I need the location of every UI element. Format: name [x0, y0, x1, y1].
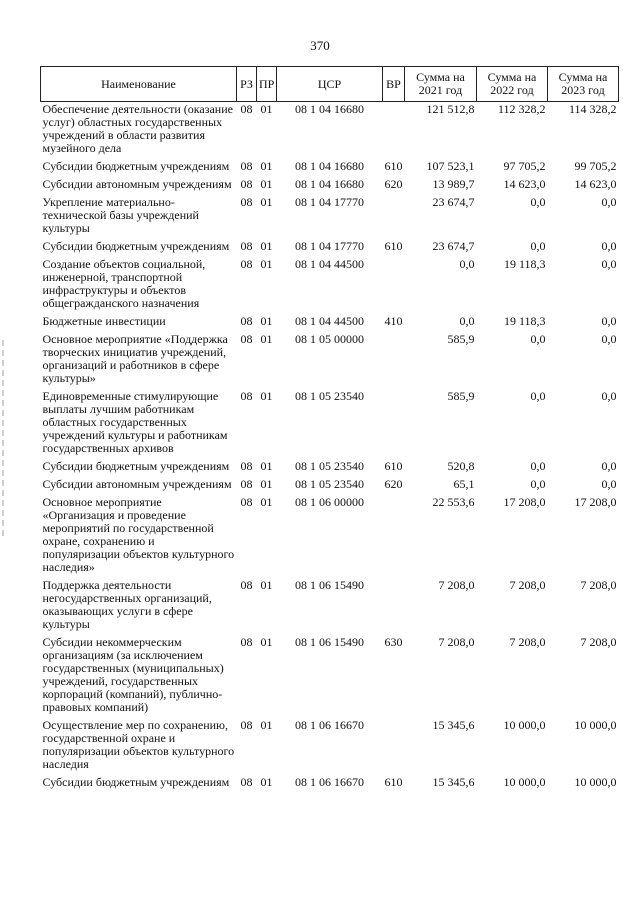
- cell-rz: 08: [240, 257, 253, 271]
- table-row: [41, 495, 619, 578]
- cell-vr: [383, 718, 405, 775]
- table-row: [41, 159, 619, 177]
- table-row: [41, 635, 619, 718]
- cell-csr: 08 1 06 00000: [295, 495, 364, 509]
- cell-sum-2021: 23 674,7: [432, 195, 475, 209]
- cell-pr: 01: [260, 314, 273, 328]
- cell-pr: 01: [260, 195, 273, 209]
- cell-pr: 01: [260, 495, 273, 509]
- cell-rz: 08: [240, 578, 253, 592]
- cell-name: Субсидии автономным учреждениям: [42, 477, 232, 491]
- header-rz: РЗ: [237, 67, 257, 102]
- cell-sum-2022: 17 208,0: [503, 495, 546, 509]
- cell-rz: 08: [240, 775, 253, 789]
- cell-sum-2023: 0,0: [601, 314, 617, 328]
- cell-vr: [383, 495, 405, 578]
- cell-csr: 08 1 06 16670: [295, 718, 364, 732]
- cell-pr: 01: [260, 257, 273, 271]
- cell-sum-2023: 10 000,0: [574, 718, 617, 732]
- cell-pr: 01: [260, 239, 273, 253]
- header-csr: ЦСР: [277, 67, 383, 102]
- cell-sum-2021: 585,9: [447, 389, 475, 403]
- cell-csr: 08 1 04 16680: [295, 102, 364, 116]
- cell-pr: 01: [260, 389, 273, 403]
- cell-vr: [383, 102, 405, 160]
- cell-pr: 01: [260, 477, 273, 491]
- cell-sum-2021: 520,8: [447, 459, 475, 473]
- cell-vr: 610: [384, 459, 403, 473]
- cell-sum-2022: 112 328,2: [497, 102, 546, 116]
- cell-sum-2021: 7 208,0: [438, 578, 475, 592]
- header-name: Наименование: [41, 67, 237, 102]
- table-header-row: [41, 67, 619, 102]
- cell-sum-2023: 14 623,0: [574, 177, 617, 191]
- cell-name: Основное мероприятие «Поддержка творческих инициатив учреждений, организаций и работников в сфере культуры»: [42, 332, 228, 385]
- cell-name: Обеспечение деятельности (оказание услуг) областных государственных учреждений в области развития музейного дела: [42, 102, 233, 155]
- cell-sum-2021: 7 208,0: [438, 635, 475, 649]
- cell-pr: 01: [260, 159, 273, 173]
- cell-csr: 08 1 05 23540: [295, 477, 364, 491]
- cell-sum-2022: 0,0: [530, 239, 546, 253]
- cell-sum-2023: 0,0: [601, 332, 617, 346]
- cell-sum-2023: 114 328,2: [568, 102, 617, 116]
- cell-rz: 08: [240, 314, 253, 328]
- table-row: [41, 257, 619, 314]
- table-row: [41, 775, 619, 793]
- cell-name: Субсидии бюджетным учреждениям: [42, 459, 230, 473]
- cell-sum-2023: 7 208,0: [580, 635, 617, 649]
- cell-csr: 08 1 04 17770: [295, 239, 364, 253]
- cell-vr: 610: [384, 775, 403, 789]
- cell-sum-2022: 19 118,3: [503, 257, 546, 271]
- cell-rz: 08: [240, 477, 253, 491]
- cell-vr: 620: [384, 177, 403, 191]
- table-row: [41, 477, 619, 495]
- cell-rz: 08: [240, 389, 253, 403]
- cell-pr: 01: [260, 775, 273, 789]
- cell-pr: 01: [260, 102, 273, 116]
- cell-csr: 08 1 06 15490: [295, 578, 364, 592]
- cell-rz: 08: [240, 495, 253, 509]
- header-vr: ВР: [383, 67, 405, 102]
- cell-name: Субсидии бюджетным учреждениям: [42, 775, 230, 789]
- cell-sum-2021: 121 512,8: [426, 102, 475, 116]
- cell-sum-2023: 7 208,0: [580, 578, 617, 592]
- cell-sum-2022: 10 000,0: [503, 718, 546, 732]
- cell-name: Основное мероприятие «Организация и проведение мероприятий по государственной охране, сохранению и популяризации объектов культурного наследия»: [42, 495, 235, 574]
- cell-sum-2023: 0,0: [601, 195, 617, 209]
- table-row: [41, 195, 619, 239]
- cell-vr: [383, 332, 405, 389]
- cell-name: Субсидии бюджетным учреждениям: [42, 239, 230, 253]
- cell-csr: 08 1 04 17770: [295, 195, 364, 209]
- cell-sum-2023: 17 208,0: [574, 495, 617, 509]
- table-row: [41, 102, 619, 160]
- table-row: [41, 239, 619, 257]
- cell-csr: 08 1 05 23540: [295, 459, 364, 473]
- cell-name: Субсидии бюджетным учреждениям: [42, 159, 230, 173]
- table-row: [41, 314, 619, 332]
- table-row: [41, 459, 619, 477]
- header-sum-2023: Сумма на 2023 год: [548, 67, 619, 102]
- cell-name: Субсидии некоммерческим организациям (за исключением государственных (муниципальных) учреждений, государственных корпораций (компаний), публично-правовых компаний): [42, 635, 224, 714]
- cell-vr: [383, 578, 405, 635]
- cell-pr: 01: [260, 718, 273, 732]
- cell-sum-2022: 0,0: [530, 332, 546, 346]
- budget-table: [40, 66, 619, 793]
- cell-name: Поддержка деятельности негосударственных организаций, оказывающих услуги в сфере культуры: [42, 578, 212, 631]
- cell-sum-2021: 22 553,6: [432, 495, 475, 509]
- cell-vr: [383, 195, 405, 239]
- scan-edge-mark: [2, 340, 4, 540]
- cell-sum-2022: 0,0: [530, 459, 546, 473]
- cell-sum-2021: 13 989,7: [432, 177, 475, 191]
- cell-rz: 08: [240, 159, 253, 173]
- cell-pr: 01: [260, 635, 273, 649]
- cell-vr: [383, 389, 405, 459]
- cell-csr: 08 1 04 44500: [295, 314, 364, 328]
- cell-csr: 08 1 04 44500: [295, 257, 364, 271]
- cell-vr: 410: [384, 314, 403, 328]
- cell-sum-2022: 0,0: [530, 389, 546, 403]
- cell-pr: 01: [260, 177, 273, 191]
- cell-sum-2021: 65,1: [453, 477, 475, 491]
- cell-sum-2021: 0,0: [459, 257, 475, 271]
- cell-sum-2022: 7 208,0: [509, 635, 546, 649]
- cell-sum-2022: 0,0: [530, 477, 546, 491]
- cell-rz: 08: [240, 239, 253, 253]
- table-row: [41, 578, 619, 635]
- cell-csr: 08 1 04 16680: [295, 177, 364, 191]
- cell-pr: 01: [260, 332, 273, 346]
- header-sum-2021: Сумма на 2021 год: [405, 67, 477, 102]
- cell-sum-2021: 23 674,7: [432, 239, 475, 253]
- cell-csr: 08 1 06 16670: [295, 775, 364, 789]
- cell-rz: 08: [240, 459, 253, 473]
- cell-sum-2023: 0,0: [601, 257, 617, 271]
- cell-rz: 08: [240, 102, 253, 116]
- cell-sum-2022: 0,0: [530, 195, 546, 209]
- cell-sum-2021: 0,0: [459, 314, 475, 328]
- page-number: 370: [310, 38, 330, 53]
- cell-sum-2022: 19 118,3: [503, 314, 546, 328]
- cell-name: Единовременные стимулирующие выплаты лучшим работникам областных государственных учреждений культуры и работникам государственных архивов: [42, 389, 228, 455]
- table-row: [41, 389, 619, 459]
- cell-sum-2023: 0,0: [601, 239, 617, 253]
- cell-sum-2023: 99 705,2: [574, 159, 617, 173]
- cell-rz: 08: [240, 177, 253, 191]
- header-pr: ПР: [257, 67, 277, 102]
- cell-vr: 620: [384, 477, 403, 491]
- cell-vr: 610: [384, 239, 403, 253]
- cell-sum-2022: 14 623,0: [503, 177, 546, 191]
- table-row: [41, 718, 619, 775]
- cell-pr: 01: [260, 578, 273, 592]
- cell-vr: 630: [384, 635, 403, 649]
- cell-csr: 08 1 05 23540: [295, 389, 364, 403]
- cell-sum-2023: 10 000,0: [574, 775, 617, 789]
- cell-rz: 08: [240, 195, 253, 209]
- cell-name: Субсидии автономным учреждениям: [42, 177, 232, 191]
- cell-sum-2023: 0,0: [601, 477, 617, 491]
- cell-sum-2023: 0,0: [601, 459, 617, 473]
- cell-sum-2022: 97 705,2: [503, 159, 546, 173]
- cell-sum-2021: 585,9: [447, 332, 475, 346]
- cell-name: Осуществление мер по сохранению, государственной охране и популяризации объектов культурного наследия: [42, 718, 235, 771]
- table-row: [41, 177, 619, 195]
- cell-vr: 610: [384, 159, 403, 173]
- cell-csr: 08 1 04 16680: [295, 159, 364, 173]
- cell-sum-2021: 107 523,1: [426, 159, 475, 173]
- cell-name: Создание объектов социальной, инженерной, транспортной инфраструктуры и объектов общегражданского назначения: [42, 257, 206, 310]
- cell-name: Укрепление материально-технической базы учреждений культуры: [42, 195, 199, 235]
- cell-rz: 08: [240, 635, 253, 649]
- header-sum-2022: Сумма на 2022 год: [477, 67, 548, 102]
- cell-pr: 01: [260, 459, 273, 473]
- cell-sum-2022: 7 208,0: [509, 578, 546, 592]
- cell-name: Бюджетные инвестиции: [42, 314, 166, 328]
- cell-vr: [383, 257, 405, 314]
- cell-rz: 08: [240, 332, 253, 346]
- cell-sum-2021: 15 345,6: [432, 718, 475, 732]
- table-row: [41, 332, 619, 389]
- cell-rz: 08: [240, 718, 253, 732]
- cell-sum-2022: 10 000,0: [503, 775, 546, 789]
- cell-csr: 08 1 05 00000: [295, 332, 364, 346]
- cell-sum-2021: 15 345,6: [432, 775, 475, 789]
- table-body: [41, 102, 619, 794]
- cell-csr: 08 1 06 15490: [295, 635, 364, 649]
- cell-sum-2023: 0,0: [601, 389, 617, 403]
